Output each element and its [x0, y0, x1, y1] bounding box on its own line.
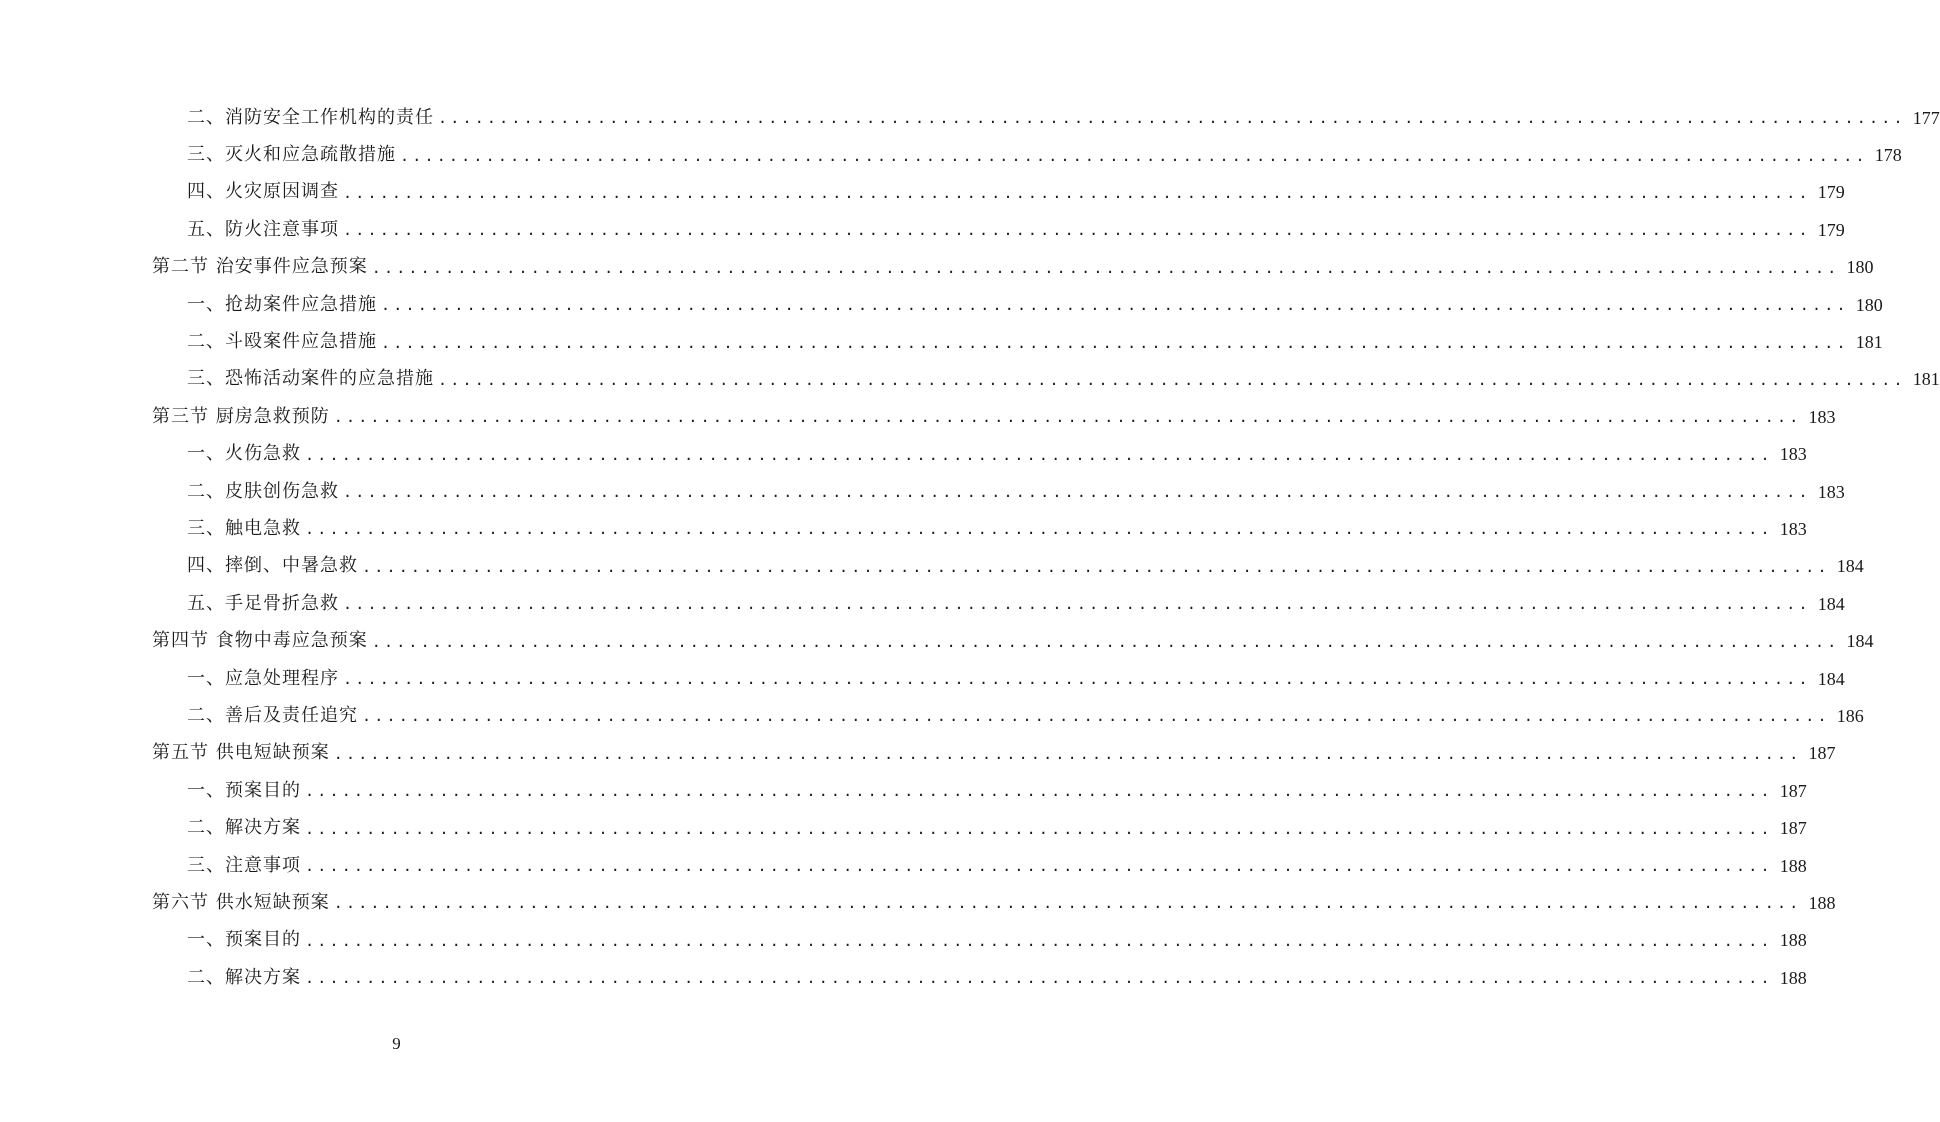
toc-section-entry[interactable]: [152, 884, 1836, 921]
toc-dot-leader: ........................................................................................................................: [305, 520, 1773, 539]
toc-entry-page: 184: [1817, 668, 1845, 689]
toc-dot-leader: ........................................................................................................................: [333, 744, 1802, 763]
toc-entry-page: 181: [1855, 332, 1883, 353]
toc-dot-leader: ........................................................................................................................: [371, 258, 1840, 277]
toc-entry-label: 一、火伤急救: [187, 443, 301, 465]
toc-entry-label: 二、斗殴案件应急措施: [187, 331, 377, 353]
toc-subsection-entry[interactable]: [152, 99, 1940, 136]
toc-dot-leader: ........................................................................................................................: [381, 333, 1849, 352]
toc-entry-label: 二、皮肤创伤急救: [187, 480, 339, 502]
toc-entry-page: 178: [1874, 145, 1902, 166]
toc-entry-label: 四、火灾原因调查: [187, 181, 339, 203]
toc-entry-page: 188: [1779, 967, 1807, 988]
toc-entry-page: 184: [1846, 631, 1874, 652]
toc-entry-page: 180: [1846, 257, 1874, 278]
toc-entry-page: 183: [1808, 406, 1836, 427]
toc-subsection-entry[interactable]: [152, 922, 1807, 959]
toc-entry-label: 二、解决方案: [187, 966, 301, 988]
toc-entry-page: 187: [1808, 743, 1836, 764]
toc-entry-page: 181: [1912, 369, 1940, 390]
toc-subsection-entry[interactable]: [152, 585, 1845, 622]
toc-entry-label: 二、消防安全工作机构的责任: [187, 106, 434, 128]
toc-dot-leader: ........................................................................................................................: [305, 782, 1773, 801]
toc-entry-page: 183: [1817, 481, 1845, 502]
toc-entry-label: 第五节 供电短缺预案: [152, 742, 330, 764]
toc-entry-label: 第四节 食物中毒应急预案: [152, 630, 368, 652]
toc-dot-leader: ........................................................................................................................: [333, 408, 1802, 427]
toc-entry-page: 187: [1779, 780, 1807, 801]
toc-subsection-entry[interactable]: [152, 809, 1807, 846]
toc-dot-leader: ........................................................................................................................: [438, 109, 1906, 128]
toc-dot-leader: ........................................................................................................................: [343, 595, 1811, 614]
toc-subsection-entry[interactable]: [152, 697, 1864, 734]
toc-subsection-entry[interactable]: [152, 847, 1807, 884]
toc-subsection-entry[interactable]: [152, 323, 1883, 360]
toc-subsection-entry[interactable]: [152, 361, 1940, 398]
toc-subsection-entry[interactable]: [152, 772, 1807, 809]
toc-entry-label: 第六节 供水短缺预案: [152, 891, 330, 913]
toc-subsection-entry[interactable]: [152, 959, 1807, 996]
toc-entry-label: 五、防火注意事项: [187, 218, 339, 240]
toc-dot-leader: ........................................................................................................................: [371, 632, 1840, 651]
toc-entry-label: 一、预案目的: [187, 929, 301, 951]
toc-dot-leader: ........................................................................................................................: [343, 221, 1811, 240]
toc-dot-leader: ........................................................................................................................: [362, 707, 1830, 726]
toc-entry-page: 179: [1817, 219, 1845, 240]
toc-entry-label: 二、解决方案: [187, 817, 301, 839]
toc-subsection-entry[interactable]: [152, 436, 1807, 473]
toc-entry-page: 179: [1817, 182, 1845, 203]
toc-subsection-entry[interactable]: [152, 548, 1864, 585]
toc-entry-label: 五、手足骨折急救: [187, 592, 339, 614]
toc-dot-leader: ........................................................................................................................: [333, 894, 1802, 913]
toc-subsection-entry[interactable]: [152, 211, 1845, 248]
toc-entry-label: 三、恐怖活动案件的应急措施: [187, 368, 434, 390]
toc-entry-page: 188: [1779, 930, 1807, 951]
toc-dot-leader: ........................................................................................................................: [305, 819, 1773, 838]
toc-entry-label: 第二节 治安事件应急预案: [152, 256, 368, 278]
toc-entry-label: 三、注意事项: [187, 854, 301, 876]
toc-dot-leader: ........................................................................................................................: [305, 969, 1773, 988]
toc-subsection-entry[interactable]: [152, 660, 1845, 697]
table-of-contents: [152, 99, 1940, 996]
toc-entry-label: 二、善后及责任追究: [187, 704, 358, 726]
toc-dot-leader: ........................................................................................................................: [343, 670, 1811, 689]
toc-entry-label: 三、触电急救: [187, 517, 301, 539]
toc-entry-label: 一、预案目的: [187, 779, 301, 801]
toc-dot-leader: ........................................................................................................................: [438, 370, 1906, 389]
toc-subsection-entry[interactable]: [152, 286, 1883, 323]
page-number: 9: [392, 1034, 401, 1053]
toc-entry-page: 188: [1808, 892, 1836, 913]
toc-dot-leader: ........................................................................................................................: [305, 445, 1773, 464]
toc-subsection-entry[interactable]: [152, 510, 1807, 547]
toc-section-entry[interactable]: [152, 249, 1874, 286]
toc-dot-leader: ........................................................................................................................: [343, 183, 1811, 202]
toc-entry-page: 184: [1836, 556, 1864, 577]
toc-dot-leader: ........................................................................................................................: [362, 557, 1830, 576]
toc-entry-label: 一、应急处理程序: [187, 667, 339, 689]
toc-entry-page: 186: [1836, 705, 1864, 726]
toc-entry-page: 183: [1779, 518, 1807, 539]
toc-dot-leader: ........................................................................................................................: [381, 296, 1849, 315]
toc-entry-page: 177: [1912, 107, 1940, 128]
toc-entry-page: 180: [1855, 294, 1883, 315]
toc-dot-leader: ........................................................................................................................: [305, 931, 1773, 950]
toc-entry-label: 三、灭火和应急疏散措施: [187, 144, 396, 166]
toc-entry-label: 四、摔倒、中暑急救: [187, 555, 358, 577]
toc-entry-page: 188: [1779, 855, 1807, 876]
toc-subsection-entry[interactable]: [152, 473, 1845, 510]
toc-dot-leader: ........................................................................................................................: [343, 483, 1811, 502]
toc-section-entry[interactable]: [152, 735, 1836, 772]
toc-entry-page: 183: [1779, 444, 1807, 465]
toc-dot-leader: ........................................................................................................................: [400, 146, 1868, 165]
toc-subsection-entry[interactable]: [152, 136, 1902, 173]
toc-entry-label: 第三节 厨房急救预防: [152, 405, 330, 427]
toc-entry-page: 184: [1817, 593, 1845, 614]
toc-entry-page: 187: [1779, 818, 1807, 839]
toc-section-entry[interactable]: [152, 398, 1836, 435]
toc-section-entry[interactable]: [152, 622, 1874, 659]
toc-dot-leader: ........................................................................................................................: [305, 857, 1773, 875]
toc-entry-label: 一、抢劫案件应急措施: [187, 293, 377, 315]
toc-subsection-entry[interactable]: [152, 174, 1845, 211]
